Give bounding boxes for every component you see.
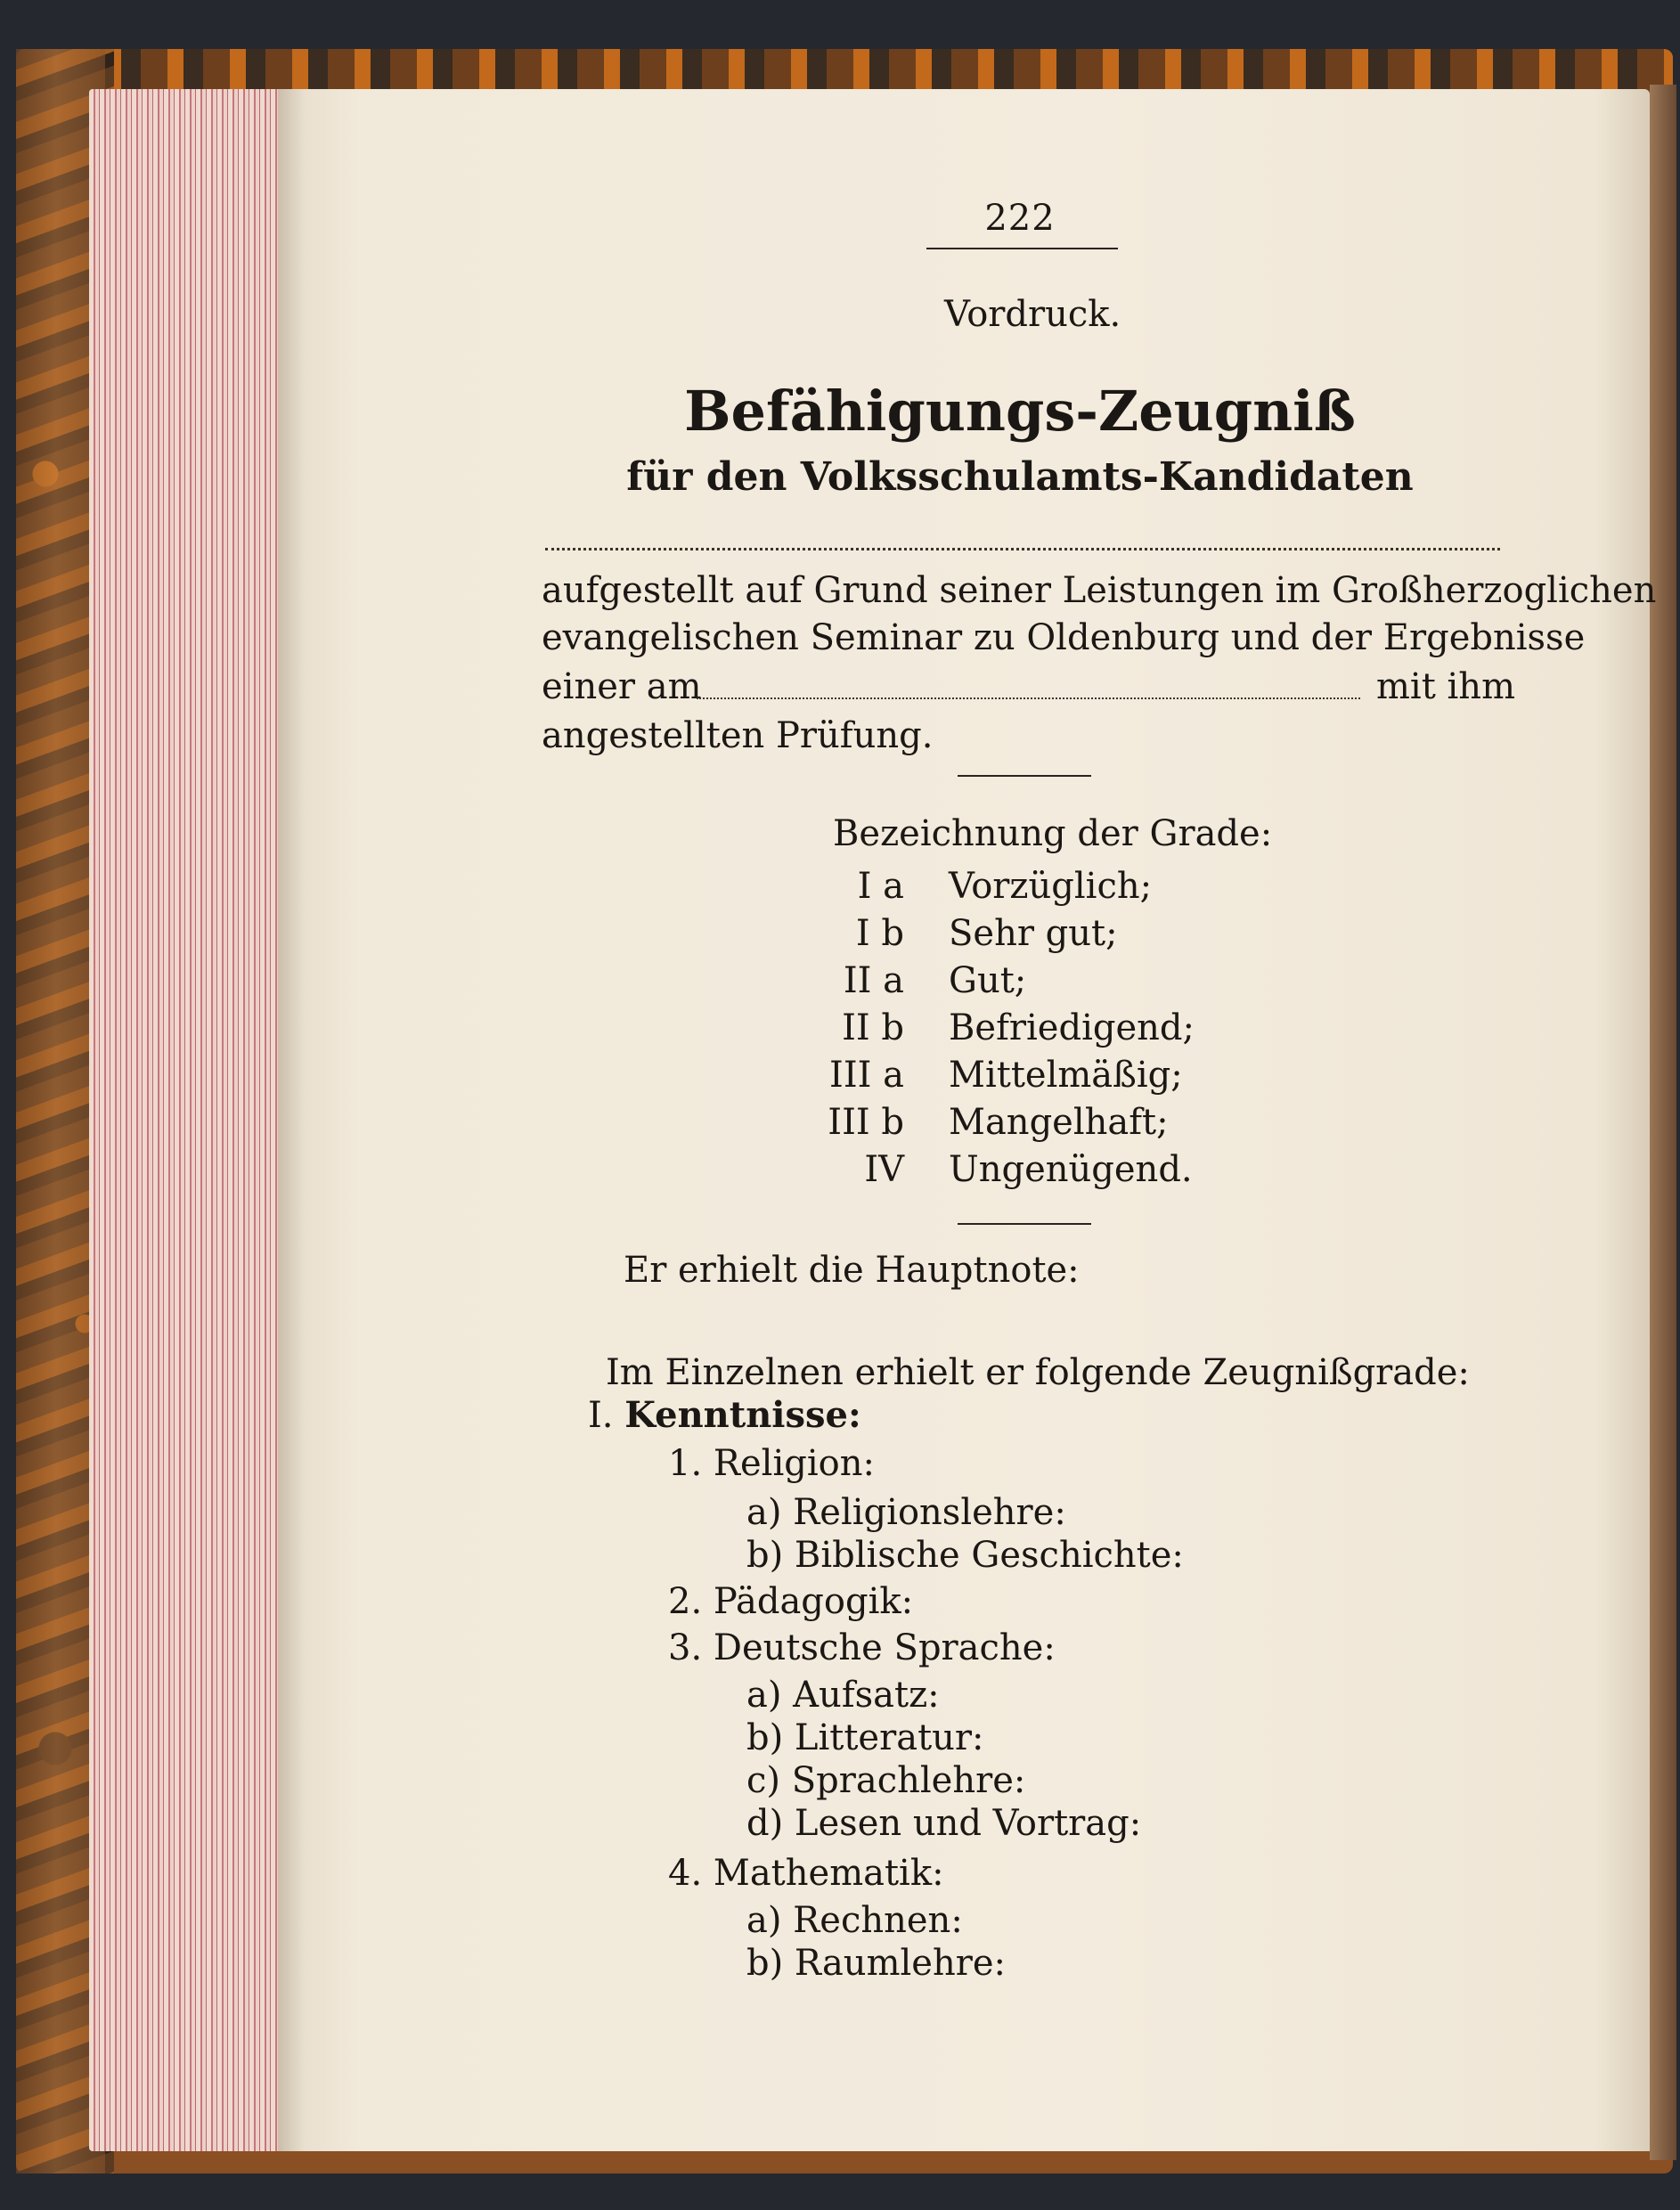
individual-grades-intro: Im Einzelnen erhielt er folgende Zeugnißgrade:: [606, 1352, 1470, 1393]
section-title: Kenntnisse:: [624, 1394, 861, 1436]
subject-subitem: c) Sprachlehre:: [746, 1760, 1026, 1801]
page-number-rule: [926, 248, 1118, 249]
form-label: Vordruck.: [944, 294, 1121, 335]
intro-line-3-start: einer am: [542, 666, 702, 707]
grade-code: I b: [855, 913, 904, 954]
document-title: Befähigungs-Zeugniß: [684, 379, 1356, 444]
name-dotted-line: [545, 548, 1500, 550]
grade-label: Gut;: [949, 960, 1027, 1001]
grade-code: II a: [843, 960, 904, 1001]
subject-subitem: a) Religionslehre:: [746, 1492, 1066, 1533]
grade-label: Vorzüglich;: [949, 866, 1153, 907]
grade-label: Sehr gut;: [949, 913, 1118, 954]
intro-line-3-end: mit ihm: [1376, 666, 1515, 707]
grades-top-rule: [958, 775, 1091, 777]
cover-right-edge: [1650, 85, 1676, 2160]
grade-code: IV: [864, 1149, 904, 1190]
grade-label: Ungenügend.: [949, 1149, 1193, 1190]
grade-label: Mittelmäßig;: [949, 1055, 1183, 1096]
grade-label: Mangelhaft;: [949, 1102, 1169, 1143]
date-dotted-line: [697, 697, 1360, 699]
intro-line-2: evangelischen Seminar zu Oldenburg und der Ergebnisse: [542, 617, 1586, 658]
subject-item: 4. Mathematik:: [668, 1853, 944, 1894]
grade-label: Befriedigend;: [949, 1007, 1195, 1048]
grade-code: III a: [829, 1055, 904, 1096]
intro-line-4: angestellten Prüfung.: [542, 715, 934, 756]
grade-code: II b: [842, 1007, 904, 1048]
grades-bottom-rule: [958, 1223, 1091, 1225]
grade-code: I a: [857, 866, 904, 907]
subject-subitem: b) Raumlehre:: [746, 1943, 1006, 1984]
subject-subitem: d) Lesen und Vortrag:: [746, 1803, 1142, 1844]
subject-item: 1. Religion:: [668, 1443, 875, 1484]
subject-subitem: b) Biblische Geschichte:: [746, 1535, 1184, 1576]
page-number: 222: [984, 198, 1056, 239]
grade-code: III b: [828, 1102, 904, 1143]
intro-line-1: aufgestellt auf Grund seiner Leistungen im Großherzoglichen: [542, 570, 1657, 611]
subject-subitem: a) Rechnen:: [746, 1900, 963, 1941]
section-number: I.: [588, 1395, 614, 1436]
document-subtitle: für den Volksschulamts-Kandidaten: [626, 454, 1414, 500]
subject-item: 3. Deutsche Sprache:: [668, 1627, 1056, 1668]
main-grade-line: Er erhielt die Hauptnote:: [624, 1250, 1080, 1291]
subject-item: 2. Pädagogik:: [668, 1581, 914, 1622]
grades-heading: Bezeichnung der Grade:: [833, 813, 1273, 854]
section-heading: [588, 1394, 861, 1436]
page-edges: [89, 89, 281, 2151]
page-gutter-shadow: [278, 89, 305, 2151]
subject-subitem: a) Aufsatz:: [746, 1675, 940, 1716]
subject-subitem: b) Litteratur:: [746, 1717, 984, 1758]
